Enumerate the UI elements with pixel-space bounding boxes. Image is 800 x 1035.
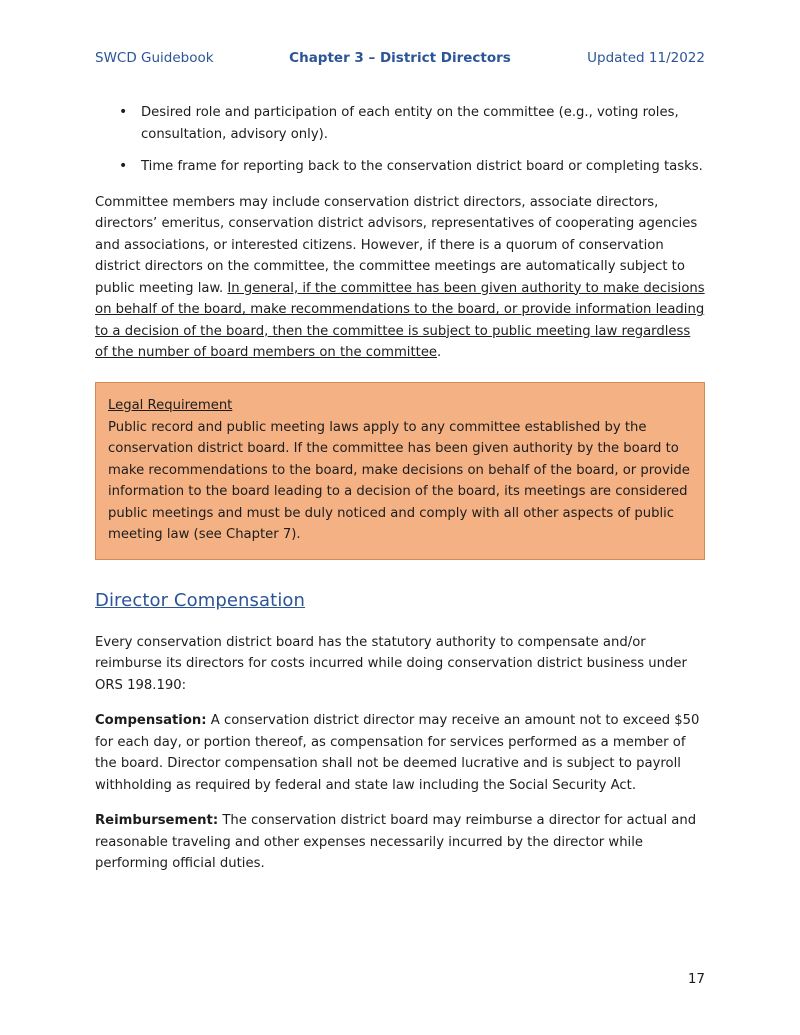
header-document-title: SWCD Guidebook [95, 50, 214, 66]
paragraph-committee-members [95, 192, 705, 364]
page-content [95, 80, 705, 875]
callout-body: Public record and public meeting laws apply to any committee established by the conservation district board. If the committee has been given authority by the board to make recommendations to the board, make decisions on behalf of the board, or provide information to the board leading to a decision of the board, its meetings are considered public meetings and must be duly noticed and comply with all other aspects of public meeting law (see Chapter 7). [108, 420, 690, 542]
bullet-list [95, 102, 705, 178]
compensation-label: Compensation: [95, 713, 207, 729]
legal-requirement-callout [95, 382, 705, 561]
page-header [95, 0, 705, 80]
paragraph-reimbursement [95, 810, 705, 875]
header-chapter-title: Chapter 3 – District Directors [289, 50, 511, 66]
callout-title: Legal Requirement [108, 397, 233, 413]
compensation-text: A conservation district director may receive an amount not to exceed $50 for each day, or portion thereof, as compensation for services performed as a member of the board. Director compensation shall not be deemed lucrative and is subject to payroll withholding as required by federal and state law including the Social Security Act. [95, 713, 700, 793]
list-item: • Time frame for reporting back to the conservation district board or completing tasks. [95, 156, 705, 178]
paragraph-compensation [95, 710, 705, 796]
page-number: 17 [687, 971, 705, 987]
committee-paragraph-plain-end: . [437, 345, 442, 361]
header-updated-date: Updated 11/2022 [587, 50, 705, 66]
list-item: • Desired role and participation of each entity on the committee (e.g., voting roles, consultation, advisory only). [95, 102, 705, 145]
reimbursement-text: The conservation district board may reimburse a director for actual and reasonable traveling and other expenses necessarily incurred by the director while performing official duties. [95, 813, 697, 872]
paragraph-compensation-intro: Every conservation district board has the statutory authority to compensate and/or reimburse its directors for costs incurred while doing conservation district business under ORS 198.190: [95, 634, 687, 693]
committee-paragraph-plain-start: Committee members may include conservation district directors, associate directors, directors’ emeritus, conservation district advisors, representatives of cooperating agencies and associations, or interested citizens. However, if there is a quorum of conservation district directors on the committee, the committee meetings are automatically subject to public meeting law. [95, 194, 698, 296]
committee-paragraph-underlined: In general, if the committee has been given authority to make decisions on behalf of the board, make recommendations to the board, or provide information leading to a decision of the board, then the committee is subject to public meeting law regardless of the number of board members on the committee [95, 280, 705, 361]
section-heading-director-compensation: Director Compensation [95, 590, 306, 612]
reimbursement-label: Reimbursement: [95, 813, 219, 829]
